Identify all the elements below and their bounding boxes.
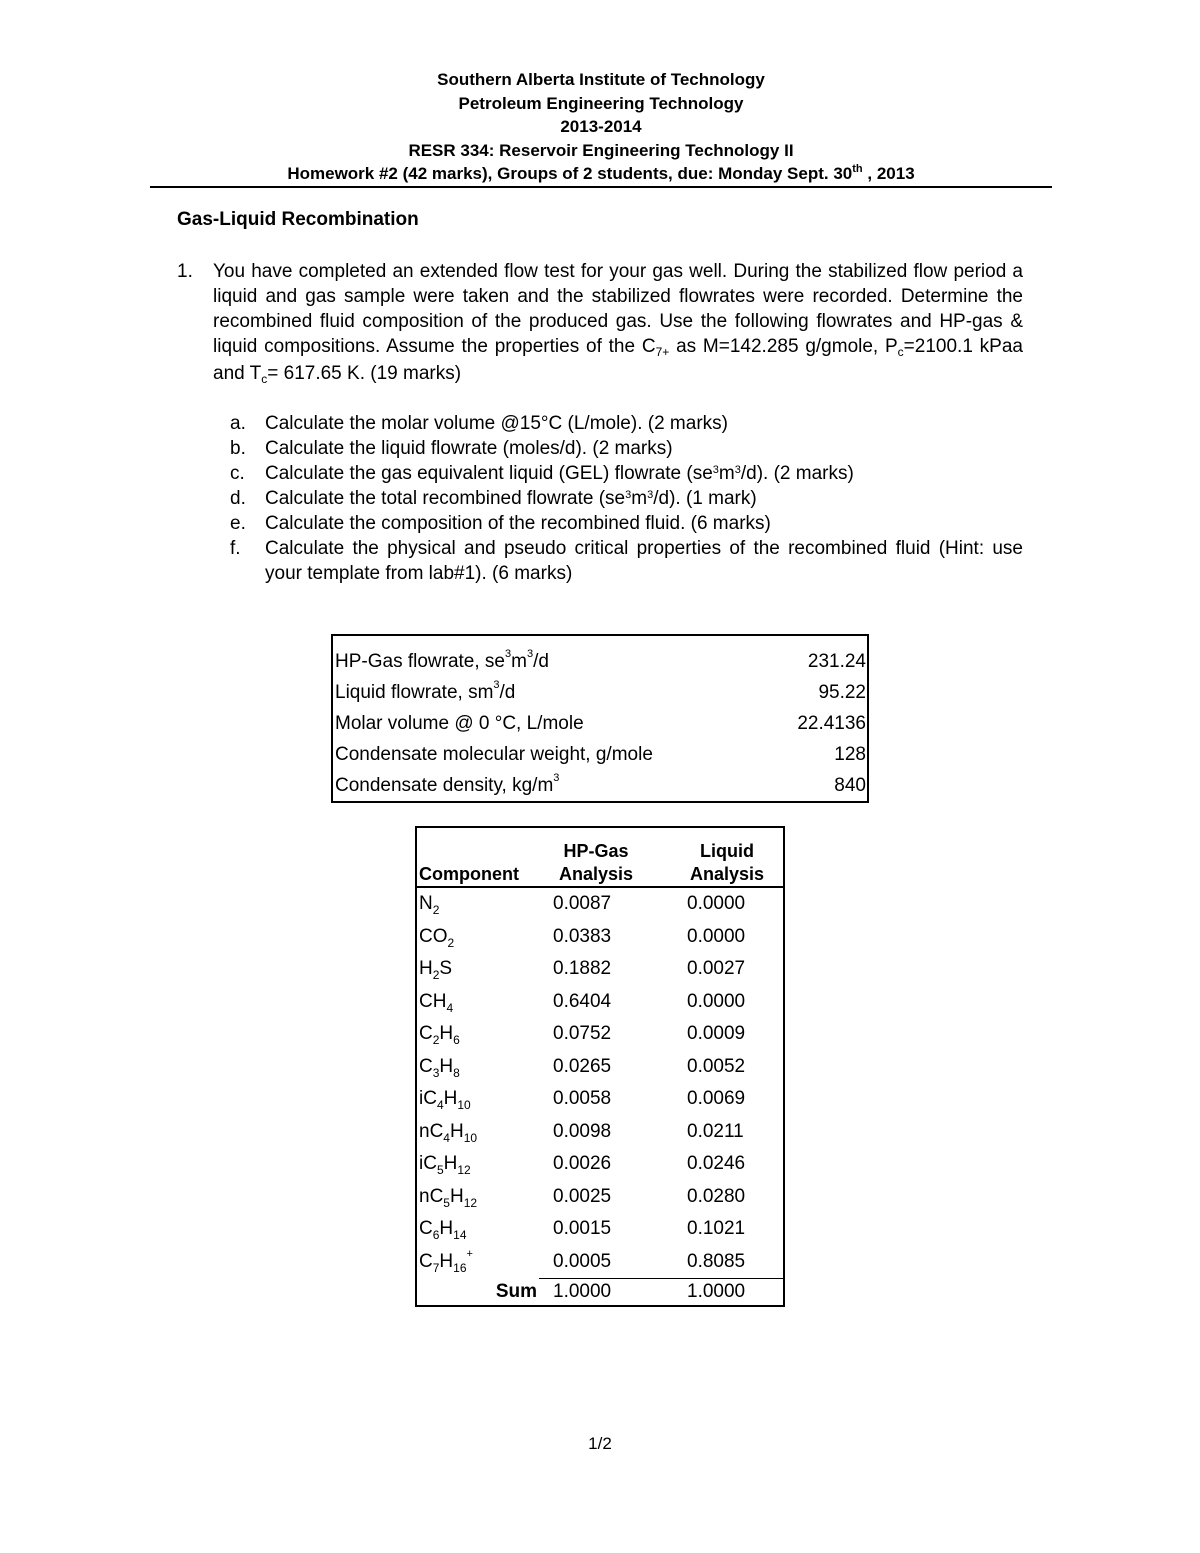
- sum-row: [416, 1279, 784, 1307]
- part-f: [230, 536, 1023, 586]
- part-letter: a.: [230, 413, 246, 434]
- part-e: [230, 511, 1023, 536]
- part-letter: b.: [230, 438, 246, 459]
- hp-gas-cell: 0.0005: [539, 1246, 671, 1279]
- liquid-cell: 0.0052: [687, 1055, 746, 1077]
- flow-value: 22.4136: [797, 712, 866, 734]
- table-row: [416, 953, 784, 986]
- liquid-cell: 0.0246: [687, 1153, 746, 1175]
- hp-gas-cell: 0.0752: [553, 1023, 612, 1045]
- component-cell: $CH_4$: [419, 990, 454, 1015]
- flow-value: 840: [834, 774, 866, 796]
- liquid-cell: 0.0280: [687, 1185, 746, 1207]
- question-number: 1.: [177, 261, 193, 282]
- flow-label: HP-Gas flowrate, $se^3m^3/d$: [335, 647, 549, 672]
- liquid-cell: 0.1021: [687, 1218, 746, 1240]
- table-row: [416, 921, 784, 954]
- question-text: = 617.65 K. (19 marks): [267, 363, 462, 384]
- table-row: [332, 677, 868, 708]
- question-body: [213, 259, 1023, 388]
- hp-gas-cell: 0.1882: [553, 958, 612, 980]
- program-name: Petroleum Engineering Technology: [458, 93, 744, 113]
- hp-gas-cell: 0.0058: [553, 1088, 612, 1110]
- hp-gas-cell: 0.0383: [553, 925, 612, 947]
- table-row: [416, 887, 784, 921]
- table-row: [332, 770, 868, 802]
- hp-gas-cell: 0.0015: [553, 1218, 612, 1240]
- table-row: [416, 1051, 784, 1084]
- homework-info-year: , 2013: [862, 164, 915, 184]
- table-row: [416, 1018, 784, 1051]
- composition-table: [415, 826, 785, 1307]
- component-cell: $C_2H_6$: [419, 1023, 460, 1048]
- table-row: [332, 708, 868, 739]
- sum-liquid: 1.0000: [687, 1281, 746, 1302]
- table-row: [416, 1148, 784, 1181]
- part-text: Calculate the physical and pseudo critical properties of the recombined fluid (Hint: use your template from lab#1). (6 marks): [265, 538, 1023, 584]
- flow-label: Molar volume @ 0 °C, L/mole: [335, 712, 584, 734]
- part-text: Calculate the composition of the recombined fluid. (6 marks): [265, 513, 771, 534]
- section-title: Gas-Liquid Recombination: [177, 209, 419, 230]
- part-b: [230, 436, 1023, 461]
- table-row: [416, 1213, 784, 1246]
- table-header-row: [416, 827, 784, 887]
- component-cell: $nC_4H_{10}$: [419, 1120, 478, 1145]
- liquid-cell: 0.0000: [687, 925, 746, 947]
- header-liquid: Liquid Analysis: [671, 827, 784, 887]
- flow-label: Liquid flowrate, $sm^3/d$: [335, 678, 516, 703]
- page-number: 1/2: [588, 1434, 612, 1453]
- liquid-cell: 0.0211: [687, 1120, 744, 1142]
- academic-year: 2013-2014: [560, 117, 642, 137]
- institution-name: Southern Alberta Institute of Technology: [437, 70, 765, 89]
- part-text: /d). (2 marks): [740, 463, 854, 484]
- question-sub: 7+: [655, 345, 670, 359]
- homework-info-main: Homework #2 (42 marks), Groups of 2 students, due: Monday Sept. 30: [287, 164, 853, 184]
- header-component: Component: [416, 827, 539, 887]
- course-title: RESR 334: Reservoir Engineering Technology II: [408, 140, 794, 160]
- part-text: /d). (1 mark): [653, 488, 757, 509]
- part-text: Calculate the liquid flowrate (moles/d). (2 marks): [265, 438, 673, 459]
- part-letter: e.: [230, 513, 246, 534]
- question-sub: c: [897, 345, 904, 359]
- hp-gas-cell: 0.6404: [553, 990, 612, 1012]
- hp-gas-cell: 0.0098: [553, 1120, 612, 1142]
- component-cell: $C_6H_{14}$: [419, 1218, 467, 1243]
- part-letter: d.: [230, 488, 246, 509]
- liquid-cell: 0.8085: [671, 1246, 784, 1279]
- part-text: Calculate the gas equivalent liquid (GEL) flowrate (se: [265, 463, 713, 484]
- part-d: d. Calculate the total recombined flowrate $(se^3m^3/d)$. (1 mark): [230, 488, 757, 509]
- homework-info: [150, 162, 1052, 188]
- homework-info-sup: th: [852, 163, 863, 176]
- component-cell: $C_3H_8$: [419, 1055, 460, 1080]
- flow-value: 231.24: [807, 650, 866, 672]
- liquid-cell: 0.0009: [687, 1023, 746, 1045]
- component-cell: $iC_5H_{12}$: [419, 1153, 471, 1178]
- liquid-cell: 0.0000: [687, 990, 746, 1012]
- part-letter: f.: [230, 538, 241, 559]
- table-row: [416, 1116, 784, 1149]
- sum-label: Sum: [495, 1280, 537, 1302]
- question-text: as M=142.285 g/gmole, P: [669, 336, 898, 357]
- document-header: [150, 68, 1052, 188]
- liquid-cell: 0.0027: [687, 958, 746, 980]
- question-1: [177, 259, 1023, 388]
- part-a: [230, 411, 1023, 436]
- table-row: [416, 986, 784, 1019]
- part-letter: c.: [230, 463, 245, 484]
- flow-label: Condensate density, $kg/m^3$: [335, 771, 560, 796]
- hp-gas-cell: 0.0026: [553, 1153, 612, 1175]
- table-row: [332, 635, 868, 677]
- part-c: c. Calculate the gas equivalent liquid (GEL) flowrate $(se^3m^3/d)$. (2 marks): [230, 463, 854, 484]
- question-text: =2100.1 kPaa and T: [213, 336, 1023, 384]
- liquid-cell: 0.0000: [687, 893, 746, 915]
- component-cell: $C_7H_{16}^+$: [419, 1248, 473, 1275]
- hp-gas-cell: 0.0265: [553, 1055, 612, 1077]
- header-hp-gas: HP-Gas Analysis: [539, 827, 671, 887]
- question-text: You have completed an extended flow test for your gas well. During the stabilized flow period a liquid and gas sample were taken and the stabilized flowrates were recorded. Determine the recombined fluid composition of the produced gas. Use the following flowrates and HP-gas & liquid compositions. Assume the properties of the C: [213, 261, 1023, 357]
- component-cell: $nC_5H_{12}$: [419, 1185, 478, 1210]
- flow-label: Condensate molecular weight, g/mole: [335, 743, 653, 765]
- hp-gas-cell: 0.0025: [553, 1185, 612, 1207]
- part-text: Calculate the total recombined flowrate (se: [265, 488, 626, 509]
- flow-value: 95.22: [818, 681, 866, 703]
- component-cell: $CO_2$: [419, 925, 455, 950]
- component-cell: $H_2S$: [419, 958, 453, 983]
- question-sub: c: [261, 372, 268, 386]
- flowrate-table: [331, 634, 869, 803]
- hp-gas-cell: 0.0087: [553, 893, 612, 915]
- table-row: [332, 739, 868, 770]
- table-row: [416, 1246, 784, 1279]
- component-cell: $iC_4H_{10}$: [419, 1088, 471, 1113]
- liquid-cell: 0.0069: [687, 1088, 746, 1110]
- table-row: [416, 1083, 784, 1116]
- part-text: Calculate the molar volume @15°C (L/mole). (2 marks): [265, 413, 728, 434]
- flow-value: 128: [834, 743, 866, 765]
- sum-hp-gas: 1.0000: [553, 1281, 612, 1302]
- question-parts: [230, 411, 1023, 586]
- component-cell: $N_2$: [419, 893, 440, 918]
- table-row: [416, 1181, 784, 1214]
